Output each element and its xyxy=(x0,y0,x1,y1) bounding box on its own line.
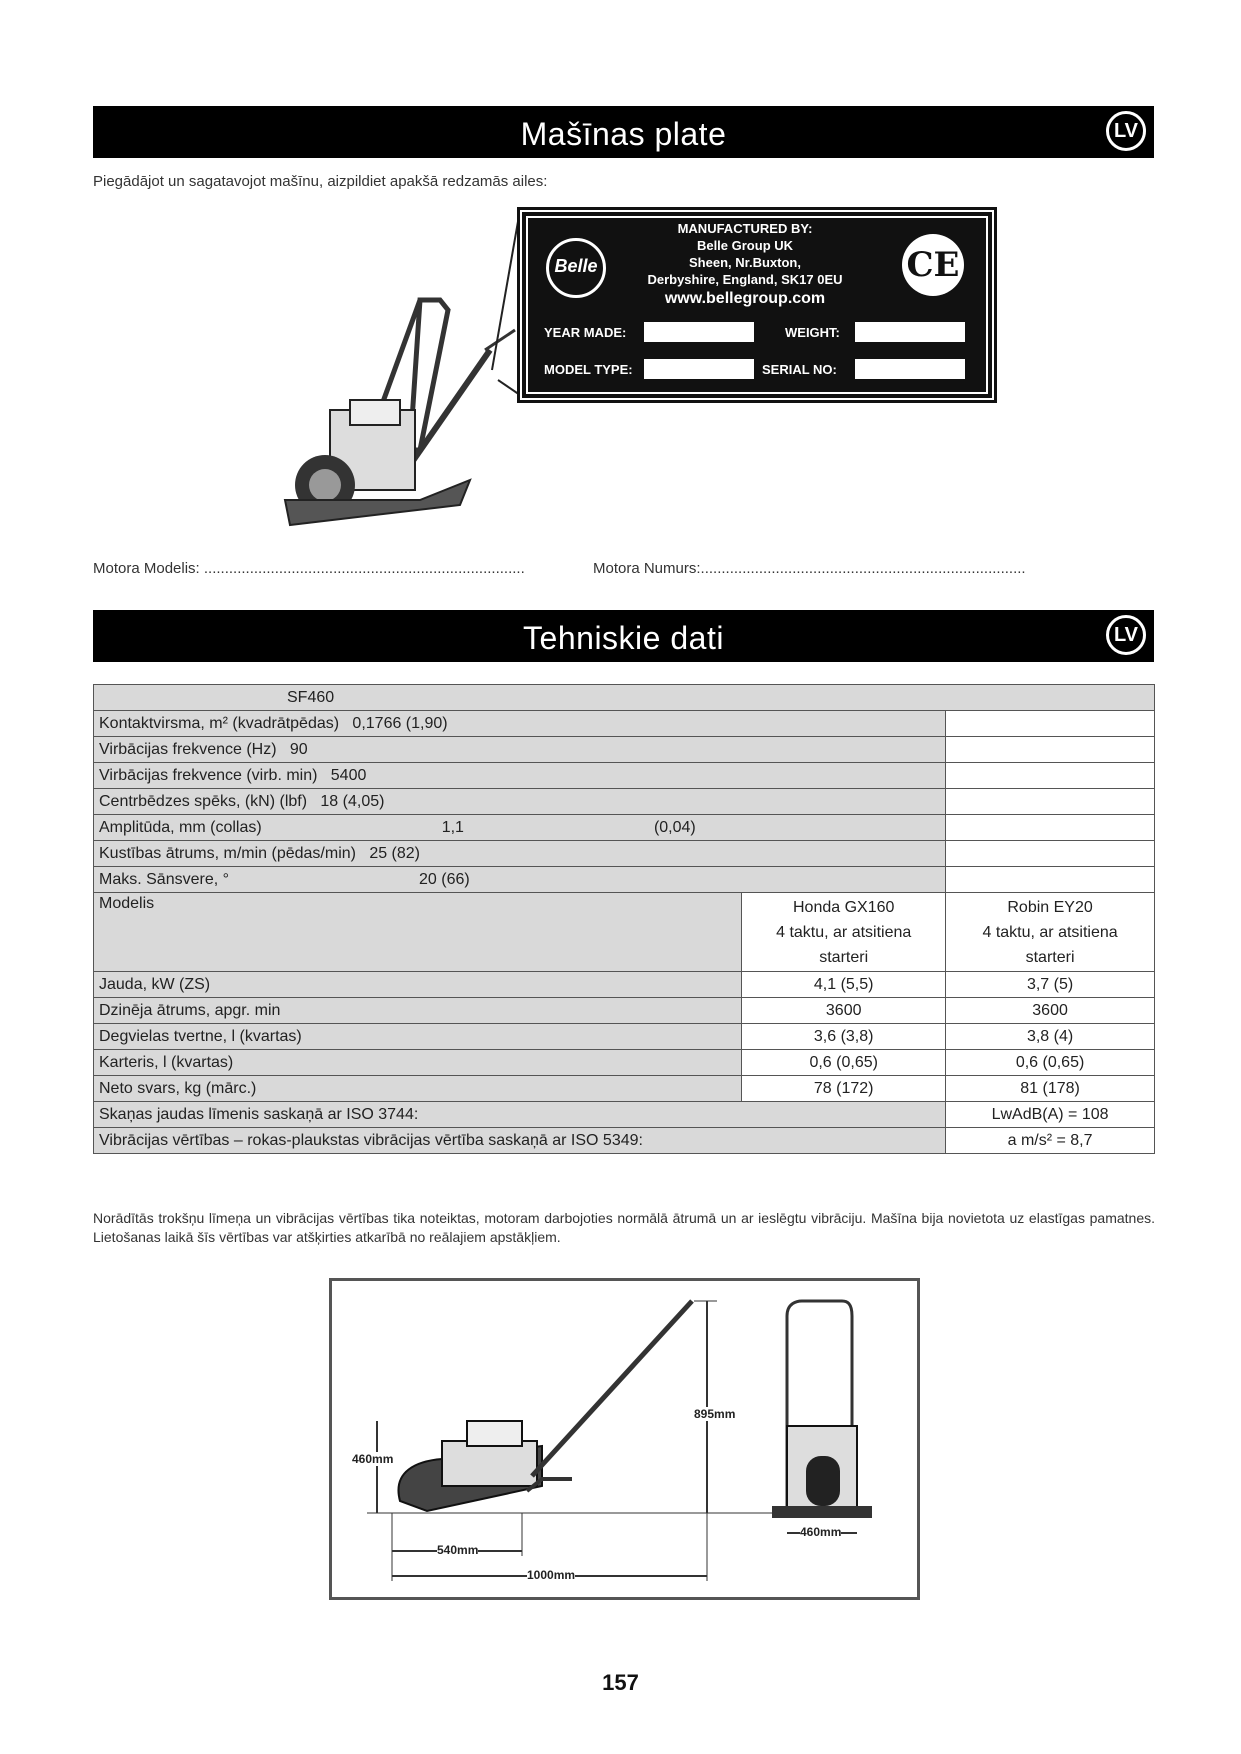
model-type-field[interactable] xyxy=(644,359,754,379)
height-body-label: 460mm xyxy=(352,1452,394,1466)
width-label: 460mm xyxy=(800,1525,842,1539)
table-row: Dzinēja ātrums, apgr. min 3600 3600 xyxy=(94,998,1155,1024)
language-badge: LV xyxy=(1106,615,1146,655)
belle-logo: Belle xyxy=(546,238,606,298)
table-row: Degvielas tvertne, l (kvartas) 3,6 (3,8) 3,8 (4) xyxy=(94,1024,1155,1050)
table-row xyxy=(94,685,1155,711)
table-row xyxy=(94,1102,1155,1128)
dimensions-diagram xyxy=(329,1278,920,1600)
section-header-technical-data xyxy=(93,610,1154,662)
serial-no-label: SERIAL NO: xyxy=(762,362,837,377)
specification-table xyxy=(93,684,1155,1154)
table-row xyxy=(94,737,1155,763)
spec-cell: Kontaktvirsma, m² (kvadrātpēdas) 0,1766 (1,90) xyxy=(94,711,946,737)
address-line-1: Sheen, Nr.Buxton, xyxy=(689,255,801,270)
table-row xyxy=(94,763,1155,789)
ce-mark: CE xyxy=(902,234,964,296)
engine-honda: Honda GX160 4 taktu, ar atsitiena starteri xyxy=(742,893,946,972)
table-row xyxy=(94,893,1155,972)
company-name: Belle Group UK xyxy=(696,238,794,253)
vibration-label: Vibrācijas vērtības – rokas-plaukstas vibrācijas vērtība saskaņā ar ISO 5349: xyxy=(94,1128,946,1154)
weight-field[interactable] xyxy=(855,322,965,342)
measurement-note: Norādītās trokšņu līmeņa un vibrācijas vērtības tika noteiktas, motoram darbojoties normālā ātrumā un ar ieslēgtu vibrāciju. Mašīna bija novietota uz elastīgas pamatnes. Lietošanas laikā šīs vērtības var atšķirties atkarībā no reālajiem apstākļiem. xyxy=(93,1210,1155,1245)
spec-cell: Maks. Sānsvere, ° 20 (66) xyxy=(94,867,946,893)
model-type-label: MODEL TYPE: xyxy=(544,362,633,377)
table-row xyxy=(94,711,1155,737)
dimensions-drawing xyxy=(332,1281,917,1597)
engine-robin: Robin EY20 4 taktu, ar atsitiena starteri xyxy=(946,893,1155,972)
page-number: 157 xyxy=(602,1670,639,1695)
plate-length-label: 540mm xyxy=(437,1543,479,1557)
section-title: Mašīnas plate xyxy=(520,116,727,152)
section-header-machine-plate xyxy=(93,106,1154,158)
intro-text: Piegādājot un sagatavojot mašīnu, aizpildiet apakšā redzamās ailes: xyxy=(93,173,548,190)
spec-cell: Amplitūda, mm (collas) 1,1 (0,04) xyxy=(94,815,946,841)
identification-plate xyxy=(517,207,997,403)
engine-model-line: Motora Modelis: ............................................................................. xyxy=(93,560,525,577)
noise-label: Skaņas jaudas līmenis saskaņā ar ISO 3744: xyxy=(94,1102,946,1128)
year-made-field[interactable] xyxy=(644,322,754,342)
noise-value: LwAdB(A) = 108 xyxy=(946,1102,1155,1128)
height-total-label: 895mm xyxy=(694,1407,736,1421)
spec-cell: Virbācijas frekvence (Hz) 90 xyxy=(94,737,946,763)
table-row xyxy=(94,789,1155,815)
table-row: Karteris, l (kvartas) 0,6 (0,65) 0,6 (0,65) xyxy=(94,1050,1155,1076)
weight-label: WEIGHT: xyxy=(785,325,840,340)
table-row xyxy=(94,815,1155,841)
model-header: SF460 xyxy=(94,685,1155,711)
table-row xyxy=(94,1128,1155,1154)
engine-model-label: Modelis xyxy=(94,893,742,972)
table-row: Jauda, kW (ZS) 4,1 (5,5) 3,7 (5) xyxy=(94,972,1155,998)
table-row: Neto svars, kg (mārc.) 78 (172) 81 (178) xyxy=(94,1076,1155,1102)
language-badge: LV xyxy=(1106,111,1146,151)
address-line-2: Derbyshire, England, SK17 0EU xyxy=(647,272,843,287)
serial-no-field[interactable] xyxy=(855,359,965,379)
vibration-value: a m/s² = 8,7 xyxy=(946,1128,1155,1154)
table-row xyxy=(94,867,1155,893)
spec-cell: Virbācijas frekvence (virb. min) 5400 xyxy=(94,763,946,789)
manufactured-by-label: MANUFACTURED BY: xyxy=(677,221,813,236)
section-title: Tehniskie dati xyxy=(523,620,724,656)
spec-cell: Centrbēdzes spēks, (kN) (lbf) 18 (4,05) xyxy=(94,789,946,815)
engine-number-line: Motora Numurs:.............................................................................. xyxy=(593,560,1026,577)
website: www.bellegroup.com xyxy=(664,290,826,307)
year-made-label: YEAR MADE: xyxy=(544,325,627,340)
manufacturer-info xyxy=(630,220,860,288)
spec-cell: Kustības ātrums, m/min (pēdas/min) 25 (82) xyxy=(94,841,946,867)
table-row xyxy=(94,841,1155,867)
total-length-label: 1000mm xyxy=(527,1568,576,1582)
